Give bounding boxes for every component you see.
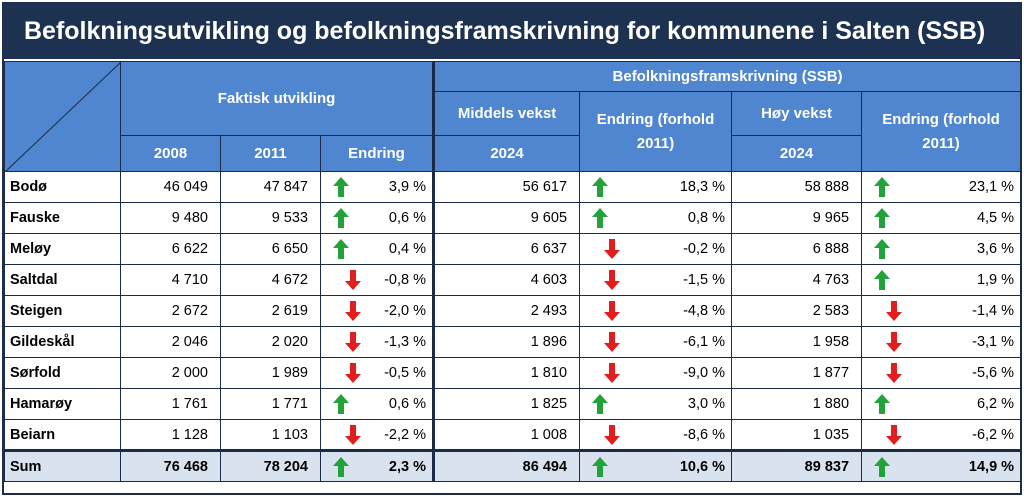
value-2011-cell bbox=[221, 389, 321, 420]
header-hoy: Høy vekst bbox=[732, 92, 862, 136]
high-change-cell bbox=[862, 234, 1021, 265]
header-faktisk: Faktisk utvikling bbox=[121, 62, 434, 136]
arrow-up-icon bbox=[874, 457, 890, 477]
header-hoy-endring: Endring (forhold 2011) bbox=[862, 92, 1021, 172]
municipality-name-cell bbox=[5, 234, 121, 265]
medium-2024-cell bbox=[434, 420, 580, 451]
table-row bbox=[5, 327, 1021, 358]
value-2008: 4 710 bbox=[171, 272, 208, 288]
arrow-down-icon bbox=[345, 270, 361, 290]
medium-change: -1,5 % bbox=[683, 272, 726, 288]
medium-2024-cell bbox=[434, 203, 580, 234]
arrow-up-icon bbox=[874, 208, 890, 228]
medium-2024-cell bbox=[434, 327, 580, 358]
value-2008: 2 672 bbox=[171, 303, 208, 319]
high-2024-cell bbox=[732, 389, 862, 420]
value-2008: 1 761 bbox=[171, 396, 208, 412]
medium-change: -4,8 % bbox=[683, 303, 726, 319]
municipality-name-cell bbox=[5, 451, 121, 482]
arrow-up-icon bbox=[333, 394, 349, 414]
change-2008-2011: 0,6 % bbox=[388, 396, 427, 412]
high-2024-cell bbox=[732, 358, 862, 389]
value-2011-cell bbox=[221, 327, 321, 358]
municipality-name: Bodø bbox=[10, 179, 48, 195]
value-2008-cell bbox=[121, 451, 221, 482]
arrow-down-icon bbox=[345, 332, 361, 352]
arrow-up-icon bbox=[592, 177, 608, 197]
high-change: 6,2 % bbox=[976, 396, 1015, 412]
change-2008-2011-cell bbox=[321, 296, 434, 327]
header-middels-endring: Endring (forhold 2011) bbox=[580, 92, 732, 172]
arrow-down-icon bbox=[604, 239, 620, 259]
change-2008-2011: -2,2 % bbox=[384, 426, 427, 443]
value-2011: 2 020 bbox=[271, 334, 308, 350]
medium-2024-cell bbox=[434, 296, 580, 327]
high-change: -5,6 % bbox=[972, 365, 1015, 381]
medium-2024: 86 494 bbox=[522, 458, 568, 475]
high-change: -3,1 % bbox=[972, 334, 1015, 350]
value-2008: 6 622 bbox=[171, 241, 208, 257]
high-2024: 58 888 bbox=[804, 179, 850, 195]
medium-change: 0,8 % bbox=[687, 210, 726, 226]
municipality-name: Sørfold bbox=[10, 365, 61, 381]
medium-change-cell bbox=[580, 389, 732, 420]
medium-change: 3,0 % bbox=[687, 396, 726, 412]
value-2008: 46 049 bbox=[163, 179, 208, 195]
municipality-name-cell bbox=[5, 172, 121, 203]
high-change-cell bbox=[862, 327, 1021, 358]
high-2024-cell bbox=[732, 203, 862, 234]
high-change: -1,4 % bbox=[972, 303, 1015, 319]
value-2011: 4 672 bbox=[271, 272, 308, 288]
medium-2024-cell bbox=[434, 172, 580, 203]
high-change-cell bbox=[862, 358, 1021, 389]
municipality-name: Steigen bbox=[10, 303, 63, 319]
municipality-name: Beiarn bbox=[10, 426, 56, 443]
medium-change-cell bbox=[580, 420, 732, 451]
medium-2024: 2 493 bbox=[530, 303, 568, 319]
arrow-up-icon bbox=[874, 239, 890, 259]
municipality-name-cell bbox=[5, 389, 121, 420]
value-2008-cell bbox=[121, 296, 221, 327]
arrow-down-icon bbox=[604, 425, 620, 445]
high-2024: 4 763 bbox=[812, 272, 850, 288]
change-2008-2011-cell bbox=[321, 172, 434, 203]
change-2008-2011-cell bbox=[321, 203, 434, 234]
header-framskrivning: Befolkningsframskrivning (SSB) bbox=[434, 62, 1021, 92]
high-change: 14,9 % bbox=[968, 458, 1015, 475]
arrow-down-icon bbox=[604, 363, 620, 383]
value-2011: 6 650 bbox=[271, 241, 308, 257]
change-2008-2011-cell bbox=[321, 265, 434, 296]
medium-2024: 1 825 bbox=[530, 396, 568, 412]
value-2011: 9 533 bbox=[271, 210, 308, 226]
high-2024: 1 035 bbox=[812, 426, 850, 443]
medium-2024: 56 617 bbox=[522, 179, 568, 195]
table-row bbox=[5, 172, 1021, 203]
medium-2024-cell bbox=[434, 389, 580, 420]
medium-change: 18,3 % bbox=[679, 179, 726, 195]
arrow-up-icon bbox=[874, 177, 890, 197]
value-2011: 1 103 bbox=[271, 426, 308, 443]
high-change-cell bbox=[862, 451, 1021, 482]
value-2011-cell bbox=[221, 234, 321, 265]
arrow-up-icon bbox=[333, 457, 349, 477]
value-2011: 2 619 bbox=[271, 303, 308, 319]
sum-row bbox=[5, 451, 1021, 482]
high-change-cell bbox=[862, 296, 1021, 327]
municipality-name: Sum bbox=[10, 458, 42, 475]
change-2008-2011: 3,9 % bbox=[388, 179, 427, 195]
arrow-down-icon bbox=[886, 332, 902, 352]
high-change: -6,2 % bbox=[972, 426, 1015, 443]
value-2008: 2 046 bbox=[171, 334, 208, 350]
header-corner-diagonal bbox=[5, 62, 121, 172]
high-change-cell bbox=[862, 265, 1021, 296]
header-2011: 2011 bbox=[221, 136, 321, 172]
medium-change-cell bbox=[580, 172, 732, 203]
change-2008-2011-cell bbox=[321, 451, 434, 482]
municipality-name: Meløy bbox=[10, 241, 52, 257]
medium-2024-cell bbox=[434, 234, 580, 265]
municipality-name: Saltdal bbox=[10, 272, 58, 288]
change-2008-2011-cell bbox=[321, 327, 434, 358]
header-endring: Endring bbox=[321, 136, 434, 172]
header-2024-middels: 2024 bbox=[434, 136, 580, 172]
medium-change-cell bbox=[580, 451, 732, 482]
change-2008-2011-cell bbox=[321, 358, 434, 389]
high-2024-cell bbox=[732, 234, 862, 265]
change-2008-2011-cell bbox=[321, 234, 434, 265]
arrow-down-icon bbox=[886, 363, 902, 383]
high-change: 23,1 % bbox=[968, 179, 1015, 195]
municipality-name-cell bbox=[5, 203, 121, 234]
value-2008-cell bbox=[121, 203, 221, 234]
value-2008: 2 000 bbox=[171, 365, 208, 381]
value-2008-cell bbox=[121, 389, 221, 420]
high-change-cell bbox=[862, 172, 1021, 203]
population-table-panel bbox=[2, 2, 1022, 495]
medium-change-cell bbox=[580, 234, 732, 265]
high-2024: 1 877 bbox=[812, 365, 850, 381]
high-change-cell bbox=[862, 389, 1021, 420]
medium-change-cell bbox=[580, 265, 732, 296]
medium-change-cell bbox=[580, 203, 732, 234]
medium-2024: 1 810 bbox=[530, 365, 568, 381]
medium-2024: 1 896 bbox=[530, 334, 568, 350]
value-2011: 78 204 bbox=[263, 458, 308, 475]
high-2024: 89 837 bbox=[804, 458, 850, 475]
medium-2024-cell bbox=[434, 358, 580, 389]
change-2008-2011-cell bbox=[321, 420, 434, 451]
medium-change-cell bbox=[580, 358, 732, 389]
value-2008-cell bbox=[121, 420, 221, 451]
municipality-name-cell bbox=[5, 420, 121, 451]
arrow-down-icon bbox=[345, 363, 361, 383]
medium-2024-cell bbox=[434, 451, 580, 482]
arrow-up-icon bbox=[333, 177, 349, 197]
value-2008-cell bbox=[121, 327, 221, 358]
value-2008: 9 480 bbox=[171, 210, 208, 226]
high-2024: 1 958 bbox=[812, 334, 850, 350]
value-2011-cell bbox=[221, 172, 321, 203]
table-row bbox=[5, 296, 1021, 327]
table-row bbox=[5, 389, 1021, 420]
arrow-down-icon bbox=[886, 425, 902, 445]
arrow-down-icon bbox=[886, 301, 902, 321]
change-2008-2011: -0,5 % bbox=[384, 365, 427, 381]
high-change: 3,6 % bbox=[976, 241, 1015, 257]
high-change: 4,5 % bbox=[976, 210, 1015, 226]
arrow-down-icon bbox=[604, 332, 620, 352]
high-2024: 1 880 bbox=[812, 396, 850, 412]
value-2011-cell bbox=[221, 296, 321, 327]
change-2008-2011: -0,8 % bbox=[384, 272, 427, 288]
medium-change-cell bbox=[580, 327, 732, 358]
change-2008-2011: 0,4 % bbox=[388, 241, 427, 257]
page-title: Befolkningsutvikling og befolkningsframskrivning for kommunene i Salten (SSB) bbox=[4, 4, 1020, 59]
value-2011: 47 847 bbox=[263, 179, 308, 195]
value-2008: 76 468 bbox=[163, 458, 208, 475]
change-2008-2011: -1,3 % bbox=[384, 334, 427, 350]
table-row bbox=[5, 265, 1021, 296]
arrow-up-icon bbox=[592, 208, 608, 228]
table-row bbox=[5, 358, 1021, 389]
value-2008-cell bbox=[121, 234, 221, 265]
arrow-up-icon bbox=[592, 457, 608, 477]
value-2011-cell bbox=[221, 420, 321, 451]
table-row bbox=[5, 234, 1021, 265]
high-2024-cell bbox=[732, 296, 862, 327]
municipality-name-cell bbox=[5, 265, 121, 296]
medium-2024: 9 605 bbox=[530, 210, 568, 226]
high-2024-cell bbox=[732, 172, 862, 203]
high-change-cell bbox=[862, 203, 1021, 234]
change-2008-2011-cell bbox=[321, 389, 434, 420]
high-change-cell bbox=[862, 420, 1021, 451]
change-2008-2011: -2,0 % bbox=[384, 303, 427, 319]
arrow-down-icon bbox=[345, 425, 361, 445]
high-change: 1,9 % bbox=[976, 272, 1015, 288]
value-2011-cell bbox=[221, 451, 321, 482]
population-table bbox=[4, 61, 1021, 482]
arrow-up-icon bbox=[333, 208, 349, 228]
medium-change: 10,6 % bbox=[679, 458, 726, 475]
medium-2024: 1 008 bbox=[530, 426, 568, 443]
arrow-up-icon bbox=[592, 394, 608, 414]
value-2008-cell bbox=[121, 265, 221, 296]
value-2011-cell bbox=[221, 265, 321, 296]
change-2008-2011: 0,6 % bbox=[388, 210, 427, 226]
municipality-name: Gildeskål bbox=[10, 334, 75, 350]
header-middels: Middels vekst bbox=[434, 92, 580, 136]
value-2011: 1 771 bbox=[271, 396, 308, 412]
value-2008: 1 128 bbox=[171, 426, 208, 443]
high-2024: 9 965 bbox=[812, 210, 850, 226]
medium-change: -6,1 % bbox=[683, 334, 726, 350]
municipality-name: Fauske bbox=[10, 210, 60, 226]
table-row bbox=[5, 420, 1021, 451]
medium-change-cell bbox=[580, 296, 732, 327]
medium-2024-cell bbox=[434, 265, 580, 296]
arrow-up-icon bbox=[333, 239, 349, 259]
arrow-up-icon bbox=[874, 270, 890, 290]
municipality-name-cell bbox=[5, 358, 121, 389]
arrow-up-icon bbox=[874, 394, 890, 414]
arrow-down-icon bbox=[604, 301, 620, 321]
value-2011: 1 989 bbox=[271, 365, 308, 381]
header-2024-hoy: 2024 bbox=[732, 136, 862, 172]
high-2024: 6 888 bbox=[812, 241, 850, 257]
municipality-name-cell bbox=[5, 327, 121, 358]
high-2024: 2 583 bbox=[812, 303, 850, 319]
high-2024-cell bbox=[732, 265, 862, 296]
medium-2024: 6 637 bbox=[530, 241, 568, 257]
arrow-down-icon bbox=[604, 270, 620, 290]
medium-2024: 4 603 bbox=[530, 272, 568, 288]
medium-change: -0,2 % bbox=[683, 241, 726, 257]
high-2024-cell bbox=[732, 451, 862, 482]
value-2008-cell bbox=[121, 172, 221, 203]
value-2011-cell bbox=[221, 358, 321, 389]
value-2011-cell bbox=[221, 203, 321, 234]
high-2024-cell bbox=[732, 327, 862, 358]
medium-change: -9,0 % bbox=[683, 365, 726, 381]
high-2024-cell bbox=[732, 420, 862, 451]
header-2008: 2008 bbox=[121, 136, 221, 172]
medium-change: -8,6 % bbox=[683, 426, 726, 443]
table-row bbox=[5, 203, 1021, 234]
arrow-down-icon bbox=[345, 301, 361, 321]
value-2008-cell bbox=[121, 358, 221, 389]
municipality-name-cell bbox=[5, 296, 121, 327]
municipality-name: Hamarøy bbox=[10, 396, 73, 412]
change-2008-2011: 2,3 % bbox=[388, 458, 427, 475]
